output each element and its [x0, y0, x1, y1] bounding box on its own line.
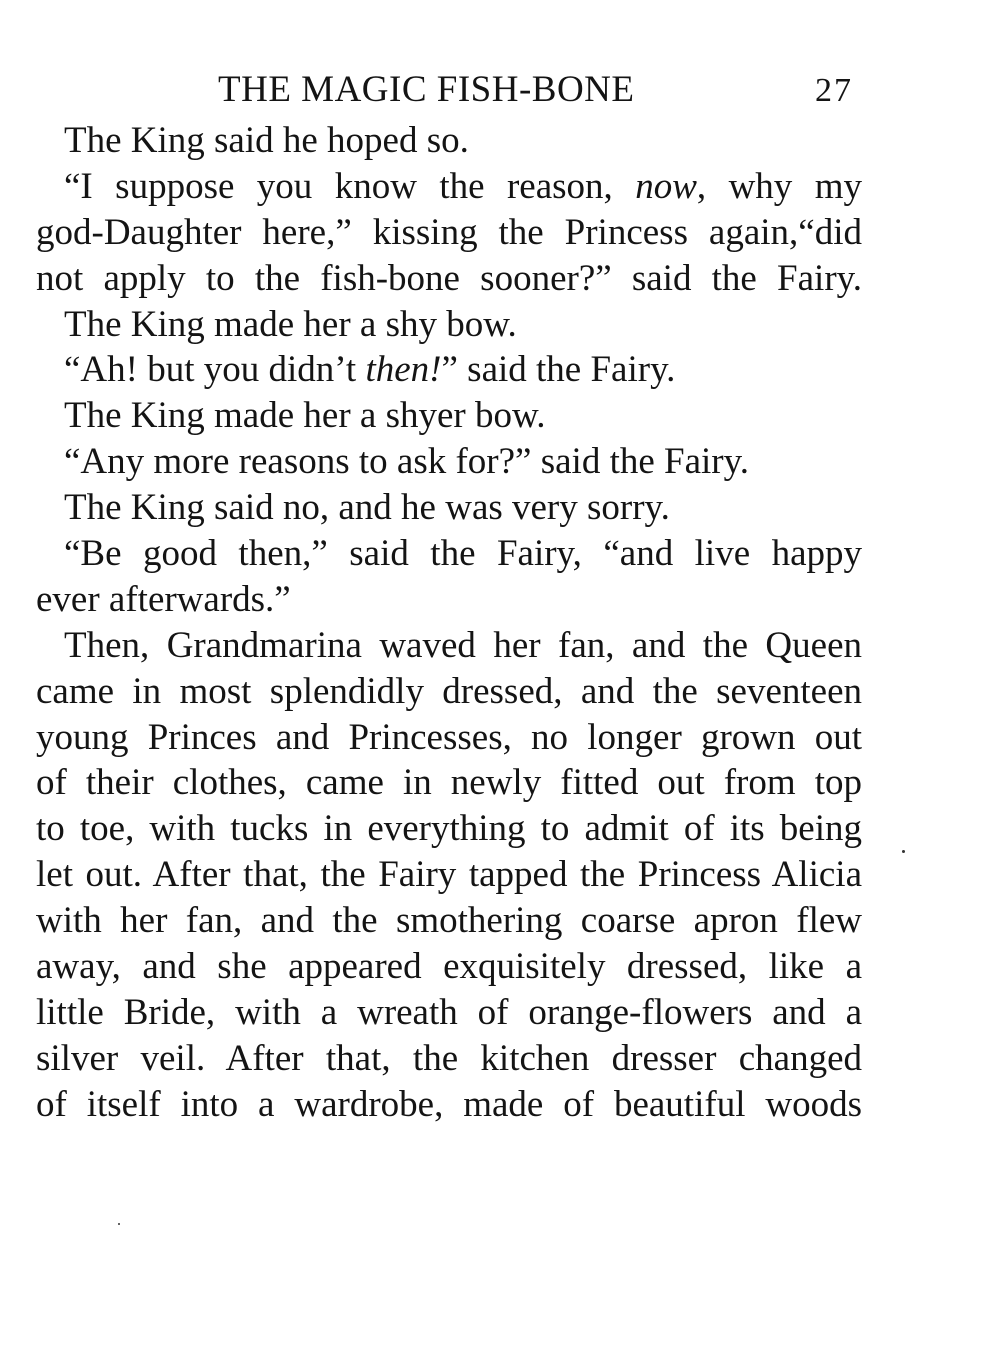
text-line: let out. After that, the Fairy tapped the Princess Alicia: [36, 854, 862, 896]
page-number: 27: [815, 72, 853, 109]
text-line: young Princes and Princesses, no longer grown out: [36, 716, 862, 758]
italic-emphasis: now: [635, 165, 697, 207]
text-line: god-Daughter here,” kissing the Princess again,“did: [36, 211, 862, 253]
text-line: “Ah! but you didn’t then!” said the Fairy.: [64, 349, 676, 391]
text-line: The King said he hoped so.: [64, 120, 469, 161]
text-line: of itself into a wardrobe, made of beautiful woods: [36, 1083, 862, 1125]
text-line: “Any more reasons to ask for?” said the Fairy.: [64, 441, 749, 483]
running-head: [0, 68, 1000, 116]
running-title: THE MAGIC FISH-BONE: [218, 69, 635, 110]
text-body: [36, 118, 862, 1128]
text-line: “Be good then,” said the Fairy, “and live happy: [64, 533, 862, 575]
text-line: came in most splendidly dressed, and the seventeen: [36, 670, 862, 712]
text-line: “I suppose you know the reason, now, why my: [64, 165, 863, 207]
text-line: The King made her a shy bow.: [64, 303, 517, 345]
print-speck: [902, 850, 905, 853]
text-line: to toe, with tucks in everything to admit of its being: [36, 808, 862, 850]
text-line: away, and she appeared exquisitely dressed, like a: [36, 946, 862, 988]
text-line: not apply to the fish-bone sooner?” said the Fairy.: [36, 257, 862, 299]
text-line: little Bride, with a wreath of orange-flowers and a: [36, 991, 862, 1033]
text-line: The King said no, and he was very sorry.: [64, 487, 670, 529]
text-line: of their clothes, came in newly fitted out from top: [36, 762, 862, 804]
text-line: with her fan, and the smothering coarse apron flew: [36, 900, 862, 942]
text-line: ever afterwards.”: [36, 578, 291, 620]
text-line: The King made her a shyer bow.: [64, 395, 546, 437]
text-line: silver veil. After that, the kitchen dresser changed: [36, 1037, 862, 1079]
text-line: Then, Grandmarina waved her fan, and the Queen: [64, 624, 862, 666]
italic-emphasis: then!: [365, 349, 442, 391]
print-speck: [118, 1223, 120, 1225]
